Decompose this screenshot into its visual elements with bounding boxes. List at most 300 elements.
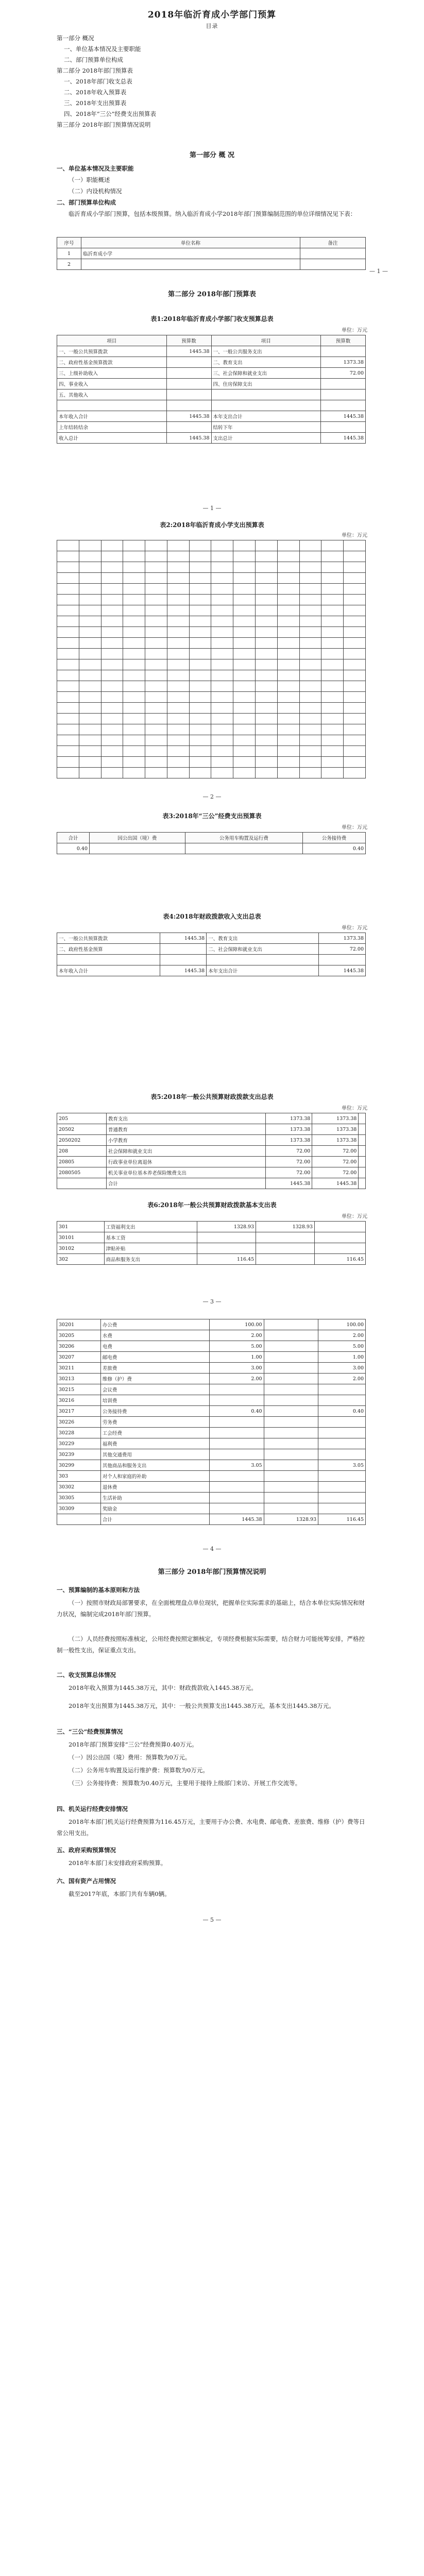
table-cell bbox=[79, 746, 101, 757]
table-cell bbox=[189, 692, 211, 703]
table-cell bbox=[101, 735, 123, 746]
table-cell bbox=[233, 746, 256, 757]
table-row bbox=[57, 933, 366, 944]
table4-caption: 表4:2018年财政拨款收入支出总表 bbox=[163, 913, 261, 920]
table-cell bbox=[321, 735, 344, 746]
table-cell bbox=[189, 605, 211, 616]
table-cell bbox=[167, 616, 189, 627]
table-cell: 1445.38 bbox=[321, 411, 366, 422]
table-cell: 2080505 bbox=[57, 1167, 107, 1178]
table-cell: 公务接待费 bbox=[100, 1406, 209, 1417]
table-cell bbox=[167, 670, 189, 681]
table6-continued bbox=[57, 1319, 366, 1525]
table-cell bbox=[209, 1493, 264, 1503]
table-cell bbox=[318, 1428, 366, 1438]
table-cell: 1445.38 bbox=[166, 433, 211, 444]
table-row bbox=[57, 1222, 366, 1232]
table-cell: 2.00 bbox=[209, 1330, 264, 1341]
table-cell: 会议费 bbox=[100, 1384, 209, 1395]
table-cell: 水费 bbox=[100, 1330, 209, 1341]
table-cell: 办公费 bbox=[100, 1319, 209, 1330]
table-cell bbox=[189, 540, 211, 551]
table-row bbox=[57, 1428, 366, 1438]
table-cell bbox=[123, 638, 145, 649]
page-number: — 4 — bbox=[202, 1546, 222, 1552]
table-cell bbox=[209, 1395, 264, 1406]
table-row bbox=[57, 346, 366, 357]
table-cell: 30201 bbox=[57, 1319, 101, 1330]
table-cell: 工会经费 bbox=[100, 1428, 209, 1438]
table-cell bbox=[256, 746, 278, 757]
table-cell bbox=[344, 724, 366, 735]
part1-section2-text: 临沂育成小学部门预算，包括本级预算。纳入临沂育成小学2018年部门预算编制范围的单位详细情况见下表： bbox=[69, 210, 357, 217]
part1-section1-text: （一）职能概述 bbox=[69, 176, 110, 183]
page-number: — 3 — bbox=[202, 1298, 222, 1305]
table-cell bbox=[318, 1449, 366, 1460]
table-cell: 基本工资 bbox=[104, 1232, 197, 1243]
table-cell bbox=[57, 724, 79, 735]
table-cell: 二、教育支出 bbox=[211, 357, 321, 368]
part3-paragraph: （一）按照市财政局部署要求，在全面梳理盘点单位现状，把握单位实际需求的基础上，结合本单位实际情况和财力状况，编制完成2018年部门预算。 bbox=[57, 1599, 365, 1618]
part3-paragraph: 2018年部门预算安排“三公”经费预算0.40万元。 bbox=[69, 1741, 198, 1748]
table-cell bbox=[145, 584, 167, 595]
table-cell: 差旅费 bbox=[100, 1363, 209, 1374]
table-cell bbox=[321, 768, 344, 778]
table-cell bbox=[209, 1482, 264, 1493]
table-cell bbox=[101, 670, 123, 681]
table-header: 因公出国（境）费 bbox=[90, 833, 185, 843]
table-cell bbox=[167, 681, 189, 692]
table-cell: 72.00 bbox=[266, 1146, 312, 1157]
table-cell: 1445.38 bbox=[160, 965, 207, 976]
table-cell bbox=[209, 1428, 264, 1438]
table-cell bbox=[101, 562, 123, 573]
table-cell bbox=[57, 400, 167, 411]
table-cell bbox=[211, 714, 233, 724]
table-cell bbox=[299, 659, 321, 670]
table-cell: 五、其他收入 bbox=[57, 389, 167, 400]
table-cell bbox=[211, 735, 233, 746]
table-cell: 一、一般公共预算拨款 bbox=[57, 346, 167, 357]
table-cell: 津贴补贴 bbox=[104, 1243, 197, 1254]
table-cell bbox=[197, 1243, 256, 1254]
table-cell bbox=[123, 649, 145, 659]
table-cell bbox=[123, 573, 145, 584]
table-cell bbox=[321, 389, 366, 400]
table-row bbox=[57, 422, 366, 433]
table-cell: 1445.38 bbox=[312, 1178, 359, 1189]
table-cell bbox=[256, 1232, 315, 1243]
table-cell bbox=[318, 1493, 366, 1503]
table-cell bbox=[344, 551, 366, 562]
table-cell bbox=[185, 843, 302, 854]
table-row bbox=[57, 1503, 366, 1514]
table-cell bbox=[233, 551, 256, 562]
table-header: 合计 bbox=[57, 833, 90, 843]
table-cell: 三、上级补助收入 bbox=[57, 368, 167, 379]
table-cell bbox=[57, 616, 79, 627]
table-cell bbox=[101, 627, 123, 638]
table-row bbox=[57, 1493, 366, 1503]
table-cell bbox=[123, 768, 145, 778]
part3-paragraph: 截至2017年底，本部门共有车辆0辆。 bbox=[69, 1890, 171, 1897]
table-cell: 1445.38 bbox=[166, 346, 211, 357]
table-row bbox=[57, 1167, 366, 1178]
table-cell bbox=[101, 573, 123, 584]
table-cell bbox=[256, 584, 278, 595]
table-cell bbox=[299, 670, 321, 681]
table-cell bbox=[57, 627, 79, 638]
table-row bbox=[57, 681, 366, 692]
table-cell bbox=[277, 584, 299, 595]
toc-item[interactable]: 第三部分 2018年部门预算情况说明 bbox=[57, 121, 151, 128]
table-cell: 生活补助 bbox=[100, 1493, 209, 1503]
table-cell bbox=[264, 1384, 318, 1395]
table-row bbox=[57, 757, 366, 768]
table-cell bbox=[79, 692, 101, 703]
table-cell bbox=[57, 562, 79, 573]
table-row bbox=[57, 400, 366, 411]
table-cell bbox=[211, 692, 233, 703]
table-cell: 100.00 bbox=[318, 1319, 366, 1330]
table-cell bbox=[344, 703, 366, 714]
part1-section1-text2: （二）内设机构情况 bbox=[69, 188, 122, 195]
toc-item[interactable]: 三、2018年支出预算表 bbox=[64, 99, 127, 107]
part1-heading: 第一部分 概 况 bbox=[189, 151, 235, 159]
table-cell bbox=[79, 649, 101, 659]
table-row bbox=[57, 1254, 366, 1265]
part1-section2-title: 二、部门预算单位构成 bbox=[57, 199, 116, 206]
table-cell bbox=[189, 562, 211, 573]
table-row bbox=[57, 659, 366, 670]
table-cell bbox=[101, 768, 123, 778]
table-cell bbox=[277, 638, 299, 649]
table-cell bbox=[167, 735, 189, 746]
toc-item[interactable]: 第一部分 概况 bbox=[57, 35, 94, 42]
table-cell bbox=[321, 703, 344, 714]
table-cell bbox=[299, 746, 321, 757]
table-cell: 30299 bbox=[57, 1460, 101, 1471]
table-cell bbox=[101, 757, 123, 768]
table-cell: 30211 bbox=[57, 1363, 101, 1374]
table6 bbox=[57, 1221, 366, 1265]
table-row bbox=[57, 616, 366, 627]
table-cell bbox=[79, 605, 101, 616]
table-row bbox=[57, 703, 366, 714]
table-cell bbox=[167, 573, 189, 584]
toc-item[interactable]: 二、部门预算单位构成 bbox=[64, 56, 123, 63]
table-cell bbox=[211, 616, 233, 627]
table-row bbox=[57, 595, 366, 605]
toc-item[interactable]: 二、2018年收入预算表 bbox=[64, 89, 127, 96]
table-cell bbox=[344, 714, 366, 724]
table-cell: 30102 bbox=[57, 1243, 105, 1254]
table-cell bbox=[101, 746, 123, 757]
table-cell: 3.00 bbox=[209, 1363, 264, 1374]
table-row bbox=[57, 389, 366, 400]
table-cell bbox=[256, 605, 278, 616]
table-cell: 72.00 bbox=[321, 368, 366, 379]
table-cell bbox=[167, 584, 189, 595]
table-cell: 小学教育 bbox=[106, 1135, 265, 1146]
table-row bbox=[57, 843, 366, 854]
table-cell: 2.00 bbox=[209, 1374, 264, 1384]
table-cell bbox=[79, 573, 101, 584]
table4 bbox=[57, 933, 366, 976]
table-cell bbox=[79, 703, 101, 714]
table-cell bbox=[321, 649, 344, 659]
table-cell bbox=[189, 714, 211, 724]
table-cell bbox=[189, 681, 211, 692]
table-row bbox=[57, 562, 366, 573]
table-cell: 上年结转结余 bbox=[57, 422, 167, 433]
table-cell: 电费 bbox=[100, 1341, 209, 1352]
toc-item[interactable]: 一、单位基本情况及主要职能 bbox=[64, 45, 141, 53]
table-cell: 30213 bbox=[57, 1374, 101, 1384]
toc-item[interactable]: 一、2018年部门收支总表 bbox=[64, 78, 132, 85]
table-cell bbox=[189, 659, 211, 670]
table-cell: 二、社会保障和就业支出 bbox=[207, 944, 319, 955]
table-cell bbox=[167, 692, 189, 703]
table-cell: 1373.38 bbox=[312, 1113, 359, 1124]
table-cell bbox=[321, 562, 344, 573]
table-cell bbox=[123, 627, 145, 638]
table-header: 公务接待费 bbox=[303, 833, 366, 843]
table-cell: 1445.38 bbox=[319, 965, 366, 976]
table-cell bbox=[57, 768, 79, 778]
table-cell bbox=[256, 768, 278, 778]
table-cell bbox=[211, 703, 233, 714]
table-cell bbox=[299, 692, 321, 703]
table-cell bbox=[277, 595, 299, 605]
table-cell: 205 bbox=[57, 1113, 107, 1124]
table1 bbox=[57, 335, 366, 444]
table-cell bbox=[318, 1482, 366, 1493]
table-row bbox=[57, 1395, 366, 1406]
table-cell bbox=[318, 1384, 366, 1395]
table-cell bbox=[189, 746, 211, 757]
table-row bbox=[57, 1406, 366, 1417]
table-cell bbox=[79, 551, 101, 562]
table-cell bbox=[344, 627, 366, 638]
table-cell bbox=[211, 551, 233, 562]
table-cell bbox=[57, 692, 79, 703]
table-row bbox=[57, 768, 366, 778]
table1-unit: 单位：万元 bbox=[342, 328, 367, 333]
table-cell bbox=[256, 638, 278, 649]
table-row bbox=[57, 1157, 366, 1167]
table-cell bbox=[101, 616, 123, 627]
table-cell bbox=[57, 584, 79, 595]
table-cell: 1373.38 bbox=[321, 357, 366, 368]
table-cell bbox=[359, 1178, 366, 1189]
table-cell bbox=[209, 1384, 264, 1395]
table-cell: 72.00 bbox=[266, 1167, 312, 1178]
table-cell: 301 bbox=[57, 1222, 105, 1232]
table-cell bbox=[160, 944, 207, 955]
table-cell bbox=[123, 540, 145, 551]
table-cell bbox=[300, 248, 366, 259]
table-row bbox=[57, 735, 366, 746]
table4-unit: 单位：万元 bbox=[342, 925, 367, 931]
toc-item[interactable]: 四、2018年“三公”经费支出预算表 bbox=[64, 110, 157, 117]
table-cell bbox=[101, 649, 123, 659]
table-cell bbox=[167, 724, 189, 735]
page-number: — 2 — bbox=[202, 793, 222, 800]
table-row bbox=[57, 248, 366, 259]
toc-item[interactable]: 第二部分 2018年部门预算表 bbox=[57, 67, 133, 74]
table-cell bbox=[321, 627, 344, 638]
table-cell bbox=[233, 605, 256, 616]
table-cell: 30228 bbox=[57, 1428, 101, 1438]
part2-heading: 第二部分 2018年部门预算表 bbox=[168, 291, 256, 298]
table-cell bbox=[145, 670, 167, 681]
table-cell bbox=[211, 584, 233, 595]
table-cell bbox=[166, 368, 211, 379]
table-row bbox=[57, 1352, 366, 1363]
table5 bbox=[57, 1113, 366, 1189]
table-cell bbox=[145, 714, 167, 724]
table-cell bbox=[79, 540, 101, 551]
table-cell bbox=[101, 703, 123, 714]
table-cell bbox=[299, 681, 321, 692]
table-cell bbox=[256, 659, 278, 670]
table-cell bbox=[256, 714, 278, 724]
table-cell: 1.00 bbox=[209, 1352, 264, 1363]
table-cell bbox=[321, 422, 366, 433]
table-cell bbox=[359, 1157, 366, 1167]
table-cell bbox=[321, 670, 344, 681]
table-row bbox=[57, 1374, 366, 1384]
table-cell bbox=[90, 843, 185, 854]
table-row bbox=[57, 411, 366, 422]
table-cell: 工资福利支出 bbox=[104, 1222, 197, 1232]
table-cell bbox=[57, 540, 79, 551]
table-cell bbox=[123, 595, 145, 605]
table-cell bbox=[233, 659, 256, 670]
table-of-contents bbox=[57, 33, 156, 130]
table-cell: 30207 bbox=[57, 1352, 101, 1363]
document-title: 2018年临沂育成小学部门预算 bbox=[147, 10, 277, 20]
table-row bbox=[57, 714, 366, 724]
table-cell bbox=[264, 1341, 318, 1352]
table-cell bbox=[167, 649, 189, 659]
table-cell bbox=[264, 1449, 318, 1460]
table-cell bbox=[57, 681, 79, 692]
table-cell bbox=[256, 649, 278, 659]
table-cell bbox=[233, 616, 256, 627]
table-cell bbox=[145, 703, 167, 714]
part3-paragraph: 2018年收入预算为1445.38万元，其中：财政拨款收入1445.38万元。 bbox=[69, 1684, 257, 1691]
table-cell: 1.00 bbox=[318, 1352, 366, 1363]
table-cell bbox=[264, 1395, 318, 1406]
table-cell: 72.00 bbox=[312, 1157, 359, 1167]
table-row bbox=[57, 955, 366, 965]
table-cell bbox=[211, 768, 233, 778]
table-cell bbox=[79, 638, 101, 649]
table-cell bbox=[344, 562, 366, 573]
table-cell bbox=[123, 605, 145, 616]
table-row bbox=[57, 638, 366, 649]
table-cell bbox=[57, 670, 79, 681]
table-cell: 1445.38 bbox=[266, 1178, 312, 1189]
table-cell bbox=[209, 1417, 264, 1428]
table-cell bbox=[299, 573, 321, 584]
table-cell bbox=[318, 1503, 366, 1514]
table-cell bbox=[101, 714, 123, 724]
table-cell bbox=[211, 540, 233, 551]
table-cell bbox=[233, 703, 256, 714]
table-cell bbox=[318, 1438, 366, 1449]
table-cell bbox=[167, 659, 189, 670]
table-cell bbox=[344, 659, 366, 670]
table-cell bbox=[57, 638, 79, 649]
table-row bbox=[57, 1417, 366, 1428]
table-cell: 30305 bbox=[57, 1493, 101, 1503]
table-cell bbox=[57, 573, 79, 584]
table-cell bbox=[277, 605, 299, 616]
table-cell bbox=[145, 573, 167, 584]
table-cell bbox=[211, 605, 233, 616]
table-cell bbox=[79, 616, 101, 627]
table-cell bbox=[167, 605, 189, 616]
table-cell: 30226 bbox=[57, 1417, 101, 1428]
table-cell bbox=[123, 746, 145, 757]
table-cell bbox=[321, 692, 344, 703]
table-cell: 本年收入合计 bbox=[57, 411, 167, 422]
table-cell bbox=[197, 1232, 256, 1243]
table-cell bbox=[277, 573, 299, 584]
table-cell: 其他商品和服务支出 bbox=[100, 1460, 209, 1471]
table-row bbox=[57, 259, 366, 270]
table-cell bbox=[264, 1330, 318, 1341]
table-cell bbox=[233, 681, 256, 692]
table-cell: 116.45 bbox=[315, 1254, 366, 1265]
unit-table bbox=[57, 237, 366, 270]
table-cell: 1445.38 bbox=[160, 933, 207, 944]
table-cell bbox=[299, 595, 321, 605]
table-cell: 福利费 bbox=[100, 1438, 209, 1449]
table-row bbox=[57, 1438, 366, 1449]
table-cell bbox=[321, 551, 344, 562]
table-cell bbox=[264, 1471, 318, 1482]
table-header: 公务用车购置及运行费 bbox=[185, 833, 302, 843]
table-cell bbox=[123, 735, 145, 746]
table-cell bbox=[264, 1406, 318, 1417]
table-cell bbox=[145, 638, 167, 649]
table-cell bbox=[167, 703, 189, 714]
table-cell bbox=[344, 681, 366, 692]
table-cell: 邮电费 bbox=[100, 1352, 209, 1363]
table-cell: 3.05 bbox=[318, 1460, 366, 1471]
table-cell: 30217 bbox=[57, 1406, 101, 1417]
table-cell: 1373.38 bbox=[266, 1135, 312, 1146]
table-cell bbox=[277, 551, 299, 562]
table-cell bbox=[189, 595, 211, 605]
table-cell: 30215 bbox=[57, 1384, 101, 1395]
table-cell bbox=[264, 1428, 318, 1438]
table-cell bbox=[300, 259, 366, 270]
table-cell bbox=[359, 1135, 366, 1146]
table-cell bbox=[123, 681, 145, 692]
table-cell bbox=[321, 573, 344, 584]
table-cell bbox=[189, 670, 211, 681]
part3-heading: 第三部分 2018年部门预算情况说明 bbox=[158, 1568, 266, 1576]
table-cell bbox=[233, 573, 256, 584]
table-cell bbox=[167, 757, 189, 768]
table-row bbox=[57, 670, 366, 681]
table-cell bbox=[277, 714, 299, 724]
